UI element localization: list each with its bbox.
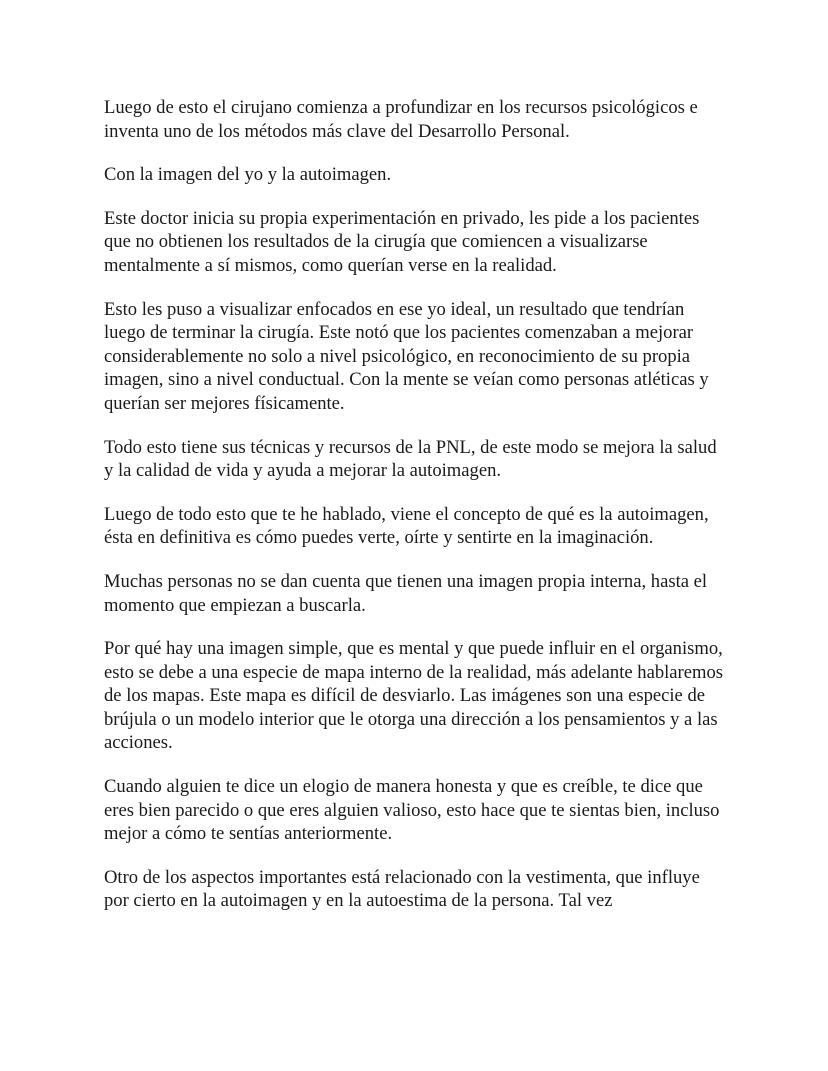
- paragraph: Esto les puso a visualizar enfocados en ese yo ideal, un resultado que tendrían luego de terminar la cirugía. Este notó que los pacientes comenzaban a mejorar considerablemente no solo a nivel psicológico, en reconocimiento de su propia imagen, sino a nivel conductual. Con la mente se veían como personas atléticas y querían ser mejores físicamente.: [104, 298, 709, 414]
- paragraph: Luego de todo esto que te he hablado, viene el concepto de qué es la autoimagen, ésta en definitiva es cómo puedes verte, oírte y sentirte en la imaginación.: [104, 503, 709, 549]
- paragraph: Todo esto tiene sus técnicas y recursos de la PNL, de este modo se mejora la salud y la calidad de vida y ayuda a mejorar la autoimagen.: [104, 436, 717, 482]
- paragraph: Con la imagen del yo y la autoimagen.: [104, 164, 392, 186]
- paragraph: Muchas personas no se dan cuenta que tienen una imagen propia interna, hasta el momento que empiezan a buscarla.: [104, 570, 708, 616]
- paragraph: Cuando alguien te dice un elogio de manera honesta y que es creíble, te dice que eres bien parecido o que eres alguien valioso, esto hace que te sientas bien, incluso mejor a cómo te sentías anteriormente.: [104, 776, 720, 845]
- paragraph: Otro de los aspectos importantes está relacionado con la vestimenta, que influye por cierto en la autoimagen y en la autoestima de la persona. Tal vez: [104, 866, 700, 912]
- paragraph: Por qué hay una imagen simple, que es mental y que puede influir en el organismo, esto se debe a una especie de mapa interno de la realidad, más adelante hablaremos de los mapas. Este mapa es difícil de desviarlo. Las imágenes son una especie de brújula o un modelo interior que le otorga una dirección a los pensamientos y a las acciones.: [104, 638, 723, 754]
- document-body: [104, 96, 728, 933]
- paragraph: Este doctor inicia su propia experimentación en privado, les pide a los pacientes que no obtienen los resultados de la cirugía que comiencen a visualizarse mentalmente a sí mismos, como querían verse en la realidad.: [104, 207, 700, 276]
- paragraph: Luego de esto el cirujano comienza a profundizar en los recursos psicológicos e inventa uno de los métodos más clave del Desarrollo Personal.: [104, 97, 698, 142]
